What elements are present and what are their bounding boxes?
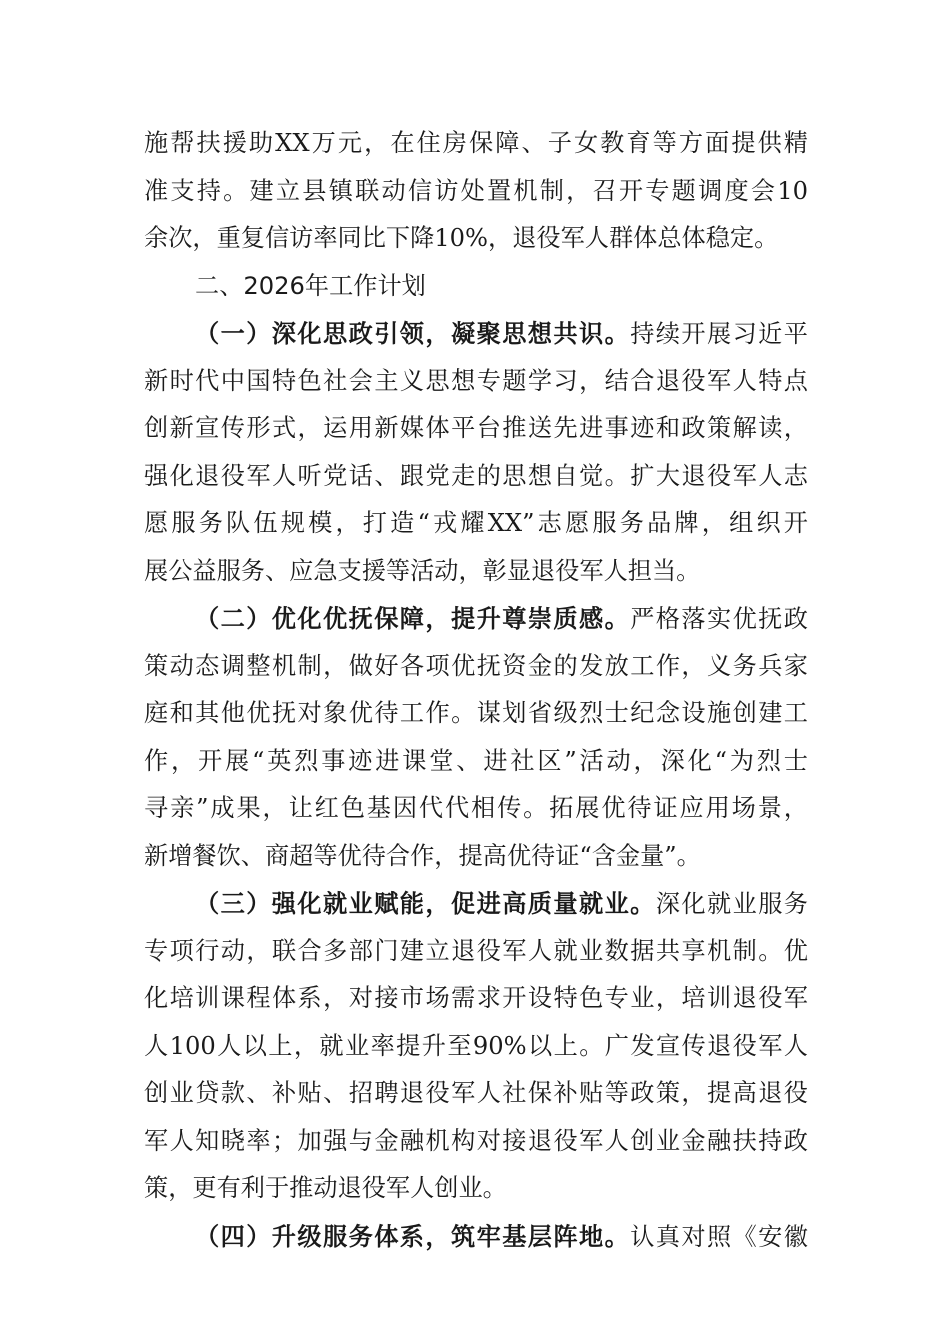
paragraph-first-line	[144, 595, 808, 643]
body-line: 余次，重复信访率同比下降10%，退役军人群体总体稳定。	[144, 224, 779, 252]
body-line: 新时代中国特色社会主义思想专题学习，结合退役军人特点	[144, 366, 808, 395]
paragraph-text: 持续开展习近平	[630, 320, 808, 348]
paragraph-lead: （二）优化优抚保障，提升尊崇质感。	[195, 604, 631, 633]
body-line: 人100人以上，就业率提升至90%以上。广发宣传退役军人	[144, 1031, 808, 1060]
body-line: 强化退役军人听党话、跟党走的思想自觉。扩大退役军人志	[144, 461, 808, 490]
body-line: 作，开展“英烈事迹进课堂、进社区”活动，深化“为烈士	[144, 746, 808, 775]
body-line: 准支持。建立县镇联动信访处置机制，召开专题调度会10	[144, 176, 808, 205]
body-line: 策，更有利于推动退役军人创业。	[144, 1174, 507, 1202]
body-line: 展公益服务、应急支援等活动，彰显退役军人担当。	[144, 556, 701, 585]
paragraph-first-line	[144, 880, 808, 928]
body-line: 创新宣传形式，运用新媒体平台推送先进事迹和政策解读，	[144, 414, 808, 442]
body-line: 创业贷款、补贴、招聘退役军人社保补贴等政策，提高退役	[144, 1079, 808, 1107]
body-line: 庭和其他优抚对象优待工作。谋划省级烈士纪念设施创建工	[144, 699, 808, 727]
paragraph-lead: （四）升级服务体系，筑牢基层阵地。	[195, 1221, 631, 1251]
body-line: 新增餐饮、商超等优待合作，提高优待证“含金量”。	[144, 841, 701, 870]
paragraph-lead: （一）深化思政引领，凝聚思想共识。	[195, 319, 631, 348]
body-line: 愿服务队伍规模，打造“戎耀XX”志愿服务品牌，组织开	[144, 509, 808, 537]
body-line: 策动态调整机制，做好各项优抚资金的发放工作，义务兵家	[144, 651, 808, 680]
body-line: 军人知晓率；加强与金融机构对接退役军人创业金融扶持政	[144, 1126, 808, 1155]
paragraph-first-line	[144, 310, 808, 358]
body-line: 施帮扶援助XX万元，在住房保障、子女教育等方面提供精	[144, 129, 808, 157]
body-line: 寻亲”成果，让红色基因代代相传。拓展优待证应用场景，	[144, 794, 808, 822]
paragraph-text: 深化就业服务	[655, 890, 808, 918]
paragraph-first-line	[144, 1213, 808, 1261]
document-page	[144, 120, 808, 1260]
paragraph-text: 严格落实优抚政	[630, 605, 808, 633]
paragraph-text: 认真对照《安徽	[630, 1222, 808, 1251]
body-line: 专项行动，联合多部门建立退役军人就业数据共享机制。优	[144, 936, 808, 965]
section-heading: 二、2026年工作计划	[195, 271, 426, 300]
paragraph-lead: （三）强化就业赋能，促进高质量就业。	[195, 889, 656, 918]
body-line: 化培训课程体系，对接市场需求开设特色专业，培训退役军	[144, 984, 808, 1012]
